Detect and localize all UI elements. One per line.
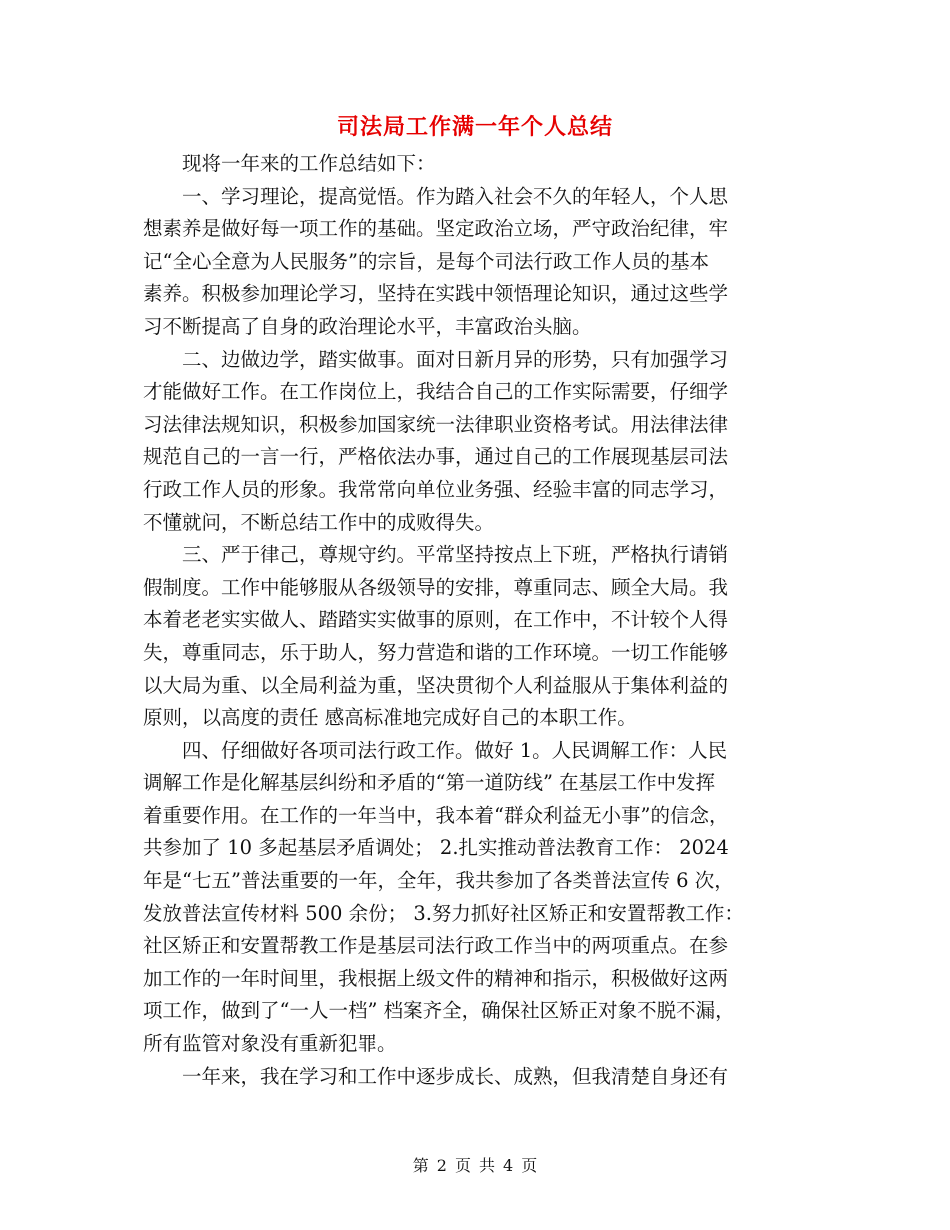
paragraph-line: 项工作，做到了“一人一档” 档案齐全，确保社区矫正对象不脱不漏， bbox=[143, 999, 735, 1023]
paragraph-line: 加工作的一年时间里，我根据上级文件的精神和指示，积极做好这两 bbox=[143, 966, 729, 990]
document-title: 司法局工作满一年个人总结 bbox=[336, 114, 613, 140]
paragraph-line: 习法律法规知识，积极参加国家统一法律职业资格考试。用法律法律 bbox=[143, 412, 729, 436]
paragraph-line: 行政工作人员的形象。我常常向单位业务强、经验丰富的同志学习， bbox=[143, 477, 729, 501]
paragraph-line: 共参加了 10 多起基层矛盾调处； 2.扎实推动普法教育工作： 2024 bbox=[143, 836, 729, 860]
page-total: 4 bbox=[503, 1156, 514, 1175]
paragraph-line: 二、边做边学，踏实做事。面对日新月异的形势，只有加强学习 bbox=[182, 347, 729, 371]
paragraph-line: 调解工作是化解基层纠纷和矛盾的“第一道防线” 在基层工作中发挥 bbox=[143, 771, 716, 795]
paragraph-line: 年是“七五”普法重要的一年，全年，我共参加了各类普法宣传 6 次， bbox=[143, 869, 734, 893]
paragraph-line: 才能做好工作。在工作岗位上，我结合自己的工作实际需要，仔细学 bbox=[143, 380, 729, 404]
paragraph-line: 所有监管对象没有重新犯罪。 bbox=[143, 1032, 397, 1056]
paragraph-line: 一、学习理论，提高觉悟。作为踏入社会不久的年轻人，个人思 bbox=[182, 184, 729, 208]
paragraph-line: 习不断提高了自身的政治理论水平，丰富政治头脑。 bbox=[143, 314, 592, 338]
paragraph-line: 发放普法宣传材料 500 余份； 3.努力抓好社区矫正和安置帮教工作： bbox=[143, 901, 744, 925]
page-number: 2 bbox=[436, 1156, 447, 1175]
paragraph-line: 原则，以高度的责任 感高标准地完成好自己的本职工作。 bbox=[143, 706, 637, 730]
paragraph-line: 现将一年来的工作总结如下： bbox=[182, 152, 436, 175]
paragraph-line: 不懂就问，不断总结工作中的成败得失。 bbox=[143, 510, 495, 534]
paragraph-line: 四、仔细做好各项司法行政工作。做好 1。人民调解工作：人民 bbox=[182, 738, 728, 762]
paragraph-line: 本着老老实实做人、踏踏实实做事的原则，在工作中，不计较个人得 bbox=[143, 608, 729, 632]
document-body bbox=[143, 148, 815, 1093]
page-total-unit: 页 bbox=[521, 1156, 538, 1175]
page-footer bbox=[0, 1153, 950, 1176]
page-label-prefix: 第 bbox=[412, 1156, 429, 1175]
paragraph-line: 三、严于律己，尊规守约。平常坚持按点上下班，严格执行请销 bbox=[182, 543, 729, 567]
paragraph-line: 假制度。工作中能够服从各级领导的安排，尊重同志、顾全大局。我 bbox=[143, 575, 729, 599]
paragraph-line: 着重要作用。在工作的一年当中，我本着“群众利益无小事”的信念， bbox=[143, 803, 729, 827]
page-total-prefix: 共 bbox=[479, 1156, 496, 1175]
paragraph-line: 以大局为重、以全局利益为重，坚决贯彻个人利益服从于集体利益的 bbox=[143, 673, 729, 697]
paragraph-line: 记“全心全意为人民服务”的宗旨，是每个司法行政工作人员的基本 bbox=[143, 249, 709, 273]
paragraph-line: 失，尊重同志，乐于助人，努力营造和谐的工作环境。一切工作能够 bbox=[143, 640, 729, 664]
paragraph-line: 想素养是做好每一项工作的基础。坚定政治立场，严守政治纪律，牢 bbox=[143, 217, 729, 241]
paragraph-line: 一年来，我在学习和工作中逐步成长、成熟，但我清楚自身还有 bbox=[182, 1064, 729, 1088]
paragraph-line: 社区矫正和安置帮教工作是基层司法行政工作当中的两项重点。在参 bbox=[143, 934, 729, 958]
paragraph-line: 素养。积极参加理论学习，坚持在实践中领悟理论知识，通过这些学 bbox=[143, 282, 729, 306]
paragraph-line: 规范自己的一言一行，严格依法办事，通过自己的工作展现基层司法 bbox=[143, 445, 729, 469]
page-label-unit: 页 bbox=[454, 1156, 471, 1175]
